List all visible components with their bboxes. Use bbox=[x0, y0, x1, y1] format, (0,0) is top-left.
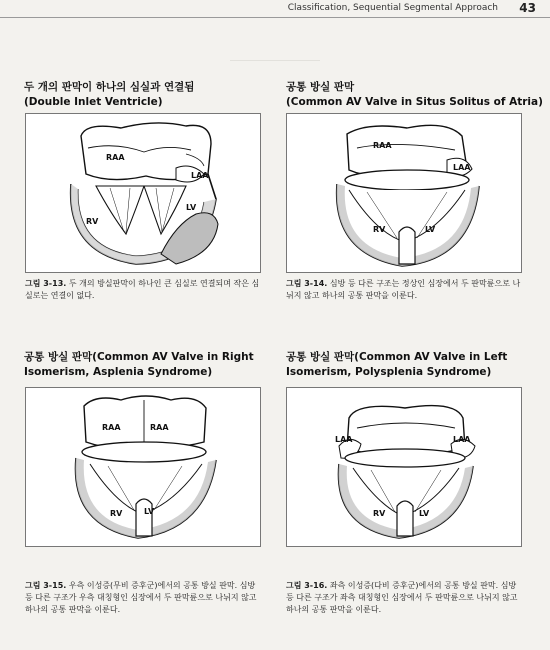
label-lv: LV bbox=[186, 203, 197, 212]
panel-title-line2: Isomerism, Asplenia Syndrome) bbox=[24, 366, 213, 378]
panel-title-line1: 공통 방실 판막(Common AV Valve in Left bbox=[286, 351, 508, 363]
caption-text: 두 개의 방실판막이 하나인 큰 심실로 연결되며 작은 심실로는 연결이 없다. bbox=[25, 279, 260, 300]
caption-text: 심방 등 다른 구조는 정상인 심장에서 두 판막륜으로 나뉘지 않고 하나의 공통 판막을 이룬다. bbox=[286, 279, 521, 300]
label-lv: LV bbox=[144, 507, 155, 516]
heart-diagram bbox=[287, 114, 521, 272]
panel-left-isomerism bbox=[286, 350, 526, 380]
heart-diagram bbox=[287, 388, 521, 546]
caption-text: 좌측 이성증(다비 증후군)에서의 공통 방실 판막. 심방 등 다른 구조가 좌측 대칭형인 심장에서 두 판막륜으로 나뉘지 않고 하나의 공통 판막을 이룬다. bbox=[286, 581, 518, 614]
figure-3-14 bbox=[286, 113, 522, 273]
heart-diagram bbox=[26, 114, 260, 272]
page-number: 43 bbox=[519, 1, 536, 15]
panel-common-av-solitus bbox=[286, 80, 543, 110]
label-raa: RAA bbox=[150, 423, 169, 432]
label-rv: RV bbox=[373, 509, 386, 518]
label-rv: RV bbox=[373, 225, 386, 234]
panel-right-isomerism bbox=[24, 350, 264, 380]
caption-number: 그림 3-13. bbox=[25, 279, 67, 288]
label-laa: LAA bbox=[335, 435, 353, 444]
running-title: Classification, Sequential Segmental Approach bbox=[287, 3, 498, 13]
panel-title-line2: (Common AV Valve in Situs Solitus of Atria) bbox=[286, 96, 543, 108]
label-raa: RAA bbox=[373, 141, 392, 150]
label-laa: LAA bbox=[453, 435, 471, 444]
caption-3-14 bbox=[286, 278, 522, 302]
label-rv: RV bbox=[86, 217, 99, 226]
panel-title-line2: Isomerism, Polysplenia Syndrome) bbox=[286, 366, 492, 378]
figure-3-15 bbox=[25, 387, 261, 547]
header-rule bbox=[0, 17, 550, 18]
caption-3-13 bbox=[25, 278, 261, 302]
caption-text: 우측 이성증(무비 증후군)에서의 공통 방실 판막. 심방 등 다른 구조가 우측 대칭형인 심장에서 두 판막륜으로 나뉘지 않고 하나의 공통 판막을 이룬다. bbox=[25, 581, 257, 614]
panel-double-inlet bbox=[24, 80, 264, 110]
figure-3-13 bbox=[25, 113, 261, 273]
caption-number: 그림 3-15. bbox=[25, 581, 67, 590]
figure-3-16 bbox=[286, 387, 522, 547]
label-laa: LAA bbox=[191, 171, 209, 180]
label-rv: RV bbox=[110, 509, 123, 518]
panel-title-line1: 두 개의 판막이 하나의 심실과 연결됨 bbox=[24, 81, 195, 93]
label-laa: LAA bbox=[453, 163, 471, 172]
label-lv: LV bbox=[419, 509, 430, 518]
label-raa: RAA bbox=[102, 423, 121, 432]
caption-number: 그림 3-16. bbox=[286, 581, 328, 590]
label-raa: RAA bbox=[106, 153, 125, 162]
page-header bbox=[0, 0, 550, 18]
panel-title-line2: (Double Inlet Ventricle) bbox=[24, 96, 163, 108]
panel-title-line1: 공통 방실 판막(Common AV Valve in Right bbox=[24, 351, 254, 363]
label-lv: LV bbox=[425, 225, 436, 234]
heart-diagram bbox=[26, 388, 260, 546]
caption-3-15 bbox=[25, 580, 261, 616]
caption-number: 그림 3-14. bbox=[286, 279, 328, 288]
panel-title-line1: 공통 방실 판막 bbox=[286, 81, 355, 93]
caption-3-16 bbox=[286, 580, 522, 616]
